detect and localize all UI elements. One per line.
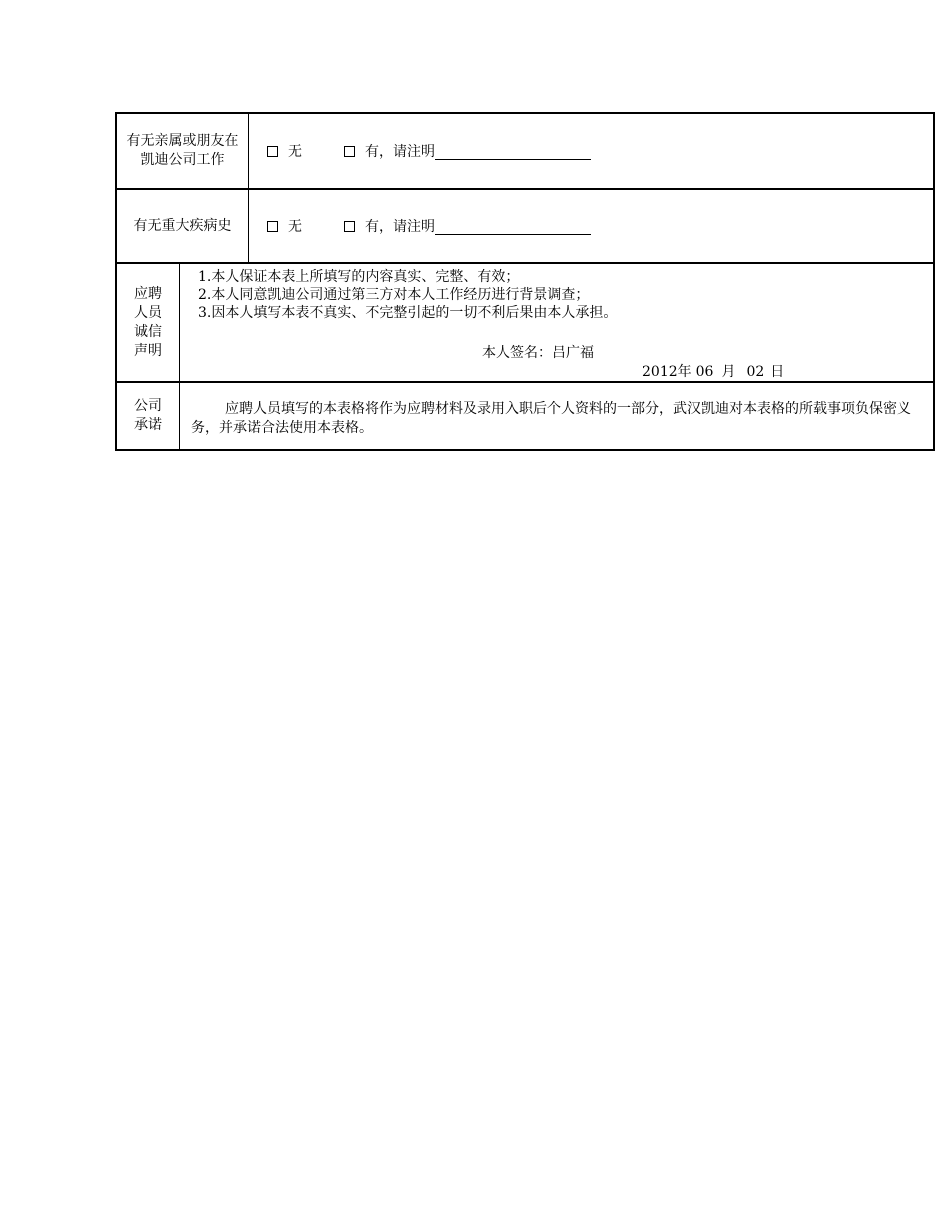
relatives-option-no[interactable]: [267, 141, 302, 161]
declaration-label-text: 应聘人员诚信声明: [134, 285, 162, 359]
illness-label-text: 有无重大疾病史: [133, 217, 232, 234]
promise-row: [117, 381, 933, 449]
date-year-unit: 年: [677, 364, 692, 380]
promise-label-text: 公司承诺: [134, 398, 162, 433]
declaration-item-1: 1.本人保证本表上所填写的内容真实、完整、有效；: [198, 269, 520, 285]
illness-row: [117, 188, 933, 262]
signature-label: 本人签名：: [482, 345, 552, 361]
relatives-choices: [267, 114, 591, 188]
relatives-note-field[interactable]: [435, 143, 591, 160]
relatives-row: [117, 114, 933, 188]
declaration-label: [117, 264, 180, 381]
illness-no-checkbox[interactable]: [267, 221, 278, 232]
declaration-row: [117, 262, 933, 381]
relatives-yes-checkbox[interactable]: [344, 146, 355, 157]
relatives-no-label: 无: [288, 144, 302, 160]
signature: [482, 342, 594, 362]
illness-yes-label: 有，请注明: [365, 219, 435, 235]
illness-note-field[interactable]: [435, 218, 591, 235]
relatives-option-yes[interactable]: [344, 141, 591, 161]
relatives-yes-label: 有，请注明: [365, 144, 435, 160]
relatives-label-text: 有无亲属或朋友在凯迪公司工作: [126, 133, 239, 168]
signature-date: [642, 361, 784, 381]
illness-no-label: 无: [288, 219, 302, 235]
illness-label: [117, 190, 249, 262]
declaration-item-3: 3.因本人填写本表不真实、不完整引起的一切不利后果由本人承担。: [198, 305, 618, 321]
illness-option-yes[interactable]: [344, 216, 591, 236]
illness-option-no[interactable]: [267, 216, 302, 236]
date-month-unit: 月: [721, 364, 736, 380]
relatives-label: [117, 114, 249, 188]
signature-name: 吕广福: [552, 345, 594, 361]
application-form-table: [115, 112, 935, 451]
date-month: 06: [695, 364, 714, 380]
declaration-content: [180, 264, 933, 381]
illness-choices: [267, 190, 591, 262]
date-year: 2012: [642, 364, 678, 380]
date-day-unit: 日: [770, 364, 785, 380]
date-day: 02: [746, 364, 765, 380]
relatives-no-checkbox[interactable]: [267, 146, 278, 157]
promise-text: 应聘人员填写的本表格将作为应聘材料及录用入职后个人资料的一部分，武汉凯迪对本表格的所载事项负保密义务，并承诺合法使用本表格。: [191, 401, 911, 436]
declaration-item-2: 2.本人同意凯迪公司通过第三方对本人工作经历进行背景调查；: [198, 287, 590, 303]
illness-yes-checkbox[interactable]: [344, 221, 355, 232]
promise-label: [117, 383, 180, 449]
